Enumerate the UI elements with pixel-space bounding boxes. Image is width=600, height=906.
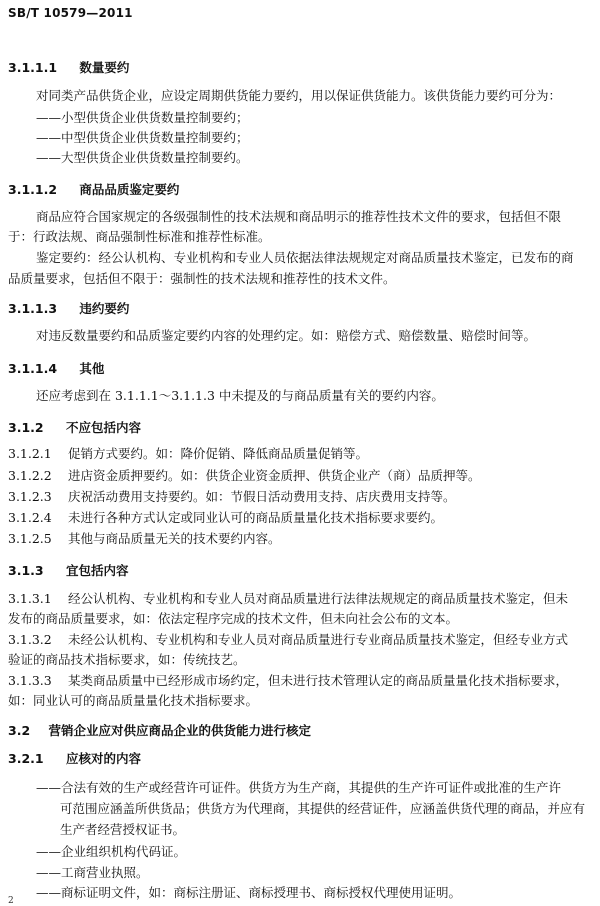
section-heading [8, 418, 141, 436]
list-item [8, 590, 568, 608]
list-item: ——小型供货企业供货数量控制要约； [36, 110, 249, 125]
section-title: 商品品质鉴定要约 [79, 182, 180, 197]
section-heading [8, 561, 128, 579]
item-text: 某类商品质量中已经形成市场约定，但未进行技术管理认定的商品质量量化技术指标要求， [68, 673, 569, 688]
section-title: 数量要约 [79, 60, 130, 75]
paragraph-continuation: 于：行政法规、商品强制性标准和推荐性标准。 [8, 229, 271, 244]
item-number: 3.1.3.2 [8, 632, 52, 647]
item-continuation: 验证的商品技术指标要求，如：传统技艺。 [8, 652, 246, 667]
section-heading [8, 299, 129, 317]
paragraph: 商品应符合国家规定的各级强制性的技术法规和商品明示的推荐性技术文件的要求，包括但不限 [36, 209, 562, 224]
list-item: ——工商营业执照。 [36, 865, 149, 880]
section-number: 3.2.1 [8, 751, 44, 766]
section-title: 不应包括内容 [65, 420, 141, 435]
item-continuation: 如：同业认可的商品质量量化技术指标要求。 [8, 693, 259, 708]
item-number: 3.1.3.3 [8, 673, 52, 688]
list-item [8, 672, 568, 690]
list-item-continuation: 生产者经营授权证书。 [60, 822, 186, 837]
list-item: ——大型供货企业供货数量控制要约。 [36, 150, 249, 165]
section-number: 3.1.3 [8, 563, 44, 578]
item-text: 未经公认机构、专业机构和专业人员对商品质量进行专业商品质量技术鉴定，但经专业方式 [68, 632, 569, 647]
item-continuation: 发布的商品质量要求，如：依法定程序完成的技术文件，但未向社会公布的文本。 [8, 611, 459, 626]
standard-code-header: SB/T 10579—2011 [8, 6, 133, 20]
list-item: ——商标证明文件，如：商标注册证、商标授理书、商标授权代理使用证明。 [36, 885, 462, 900]
section-number: 3.1.1.3 [8, 301, 58, 316]
list-item [8, 488, 456, 506]
item-number: 3.1.2.1 [8, 446, 52, 461]
list-item: ——企业组织机构代码证。 [36, 844, 187, 859]
section-heading [8, 749, 141, 767]
paragraph: 对同类产品供货企业，应设定周期供货能力要约，用以保证供货能力。该供货能力要约可分为： [36, 88, 562, 103]
section-number: 3.2 [8, 723, 31, 738]
list-item-continuation: 可范围应涵盖所供货品；供货方为代理商，其提供的经营证件，应涵盖供货代理的商品，并应有 [60, 801, 586, 816]
section-title: 其他 [79, 361, 105, 376]
page-number: 2 [8, 896, 14, 906]
list-item [8, 445, 368, 463]
item-number: 3.1.2.5 [8, 531, 52, 546]
item-text: 其他与商品质量无关的技术要约内容。 [68, 531, 281, 546]
paragraph: 鉴定要约：经公认机构、专业机构和专业人员依据法律法规规定对商品质量技术鉴定，已发布的商 [36, 250, 574, 265]
list-item [8, 631, 568, 649]
item-number: 3.1.3.1 [8, 591, 52, 606]
section-number: 3.1.1.1 [8, 60, 58, 75]
list-item [8, 509, 443, 527]
item-number: 3.1.2.4 [8, 510, 52, 525]
item-text: 未进行各种方式认定或同业认可的商品质量量化技术指标要求要约。 [68, 510, 444, 525]
list-item [8, 467, 481, 485]
paragraph: 还应考虑到在 3.1.1.1～3.1.1.3 中未提及的与商品质量有关的要约内容。 [36, 388, 444, 403]
section-heading [8, 58, 129, 76]
item-number: 3.1.2.3 [8, 489, 52, 504]
item-text: 促销方式要约。如：降价促销、降低商品质量促销等。 [68, 446, 369, 461]
section-title: 宜包括内容 [65, 563, 129, 578]
section-number: 3.1.1.4 [8, 361, 58, 376]
section-number: 3.1.1.2 [8, 182, 58, 197]
list-item: ——中型供货企业供货数量控制要约； [36, 130, 249, 145]
paragraph: 对违反数量要约和品质鉴定要约内容的处理约定。如：赔偿方式、赔偿数量、赔偿时间等。 [36, 328, 537, 343]
paragraph-continuation: 品质量要求，包括但不限于：强制性的技术法规和推荐性的技术文件。 [8, 271, 396, 286]
section-title: 应核对的内容 [65, 751, 141, 766]
section-heading [8, 180, 179, 198]
list-item: ——合法有效的生产或经营许可证件。供货方为生产商，其提供的生产许可证件或批准的生产许 [36, 780, 562, 795]
section-title: 违约要约 [79, 301, 130, 316]
item-text: 庆祝活动费用支持要约。如：节假日活动费用支持、店庆费用支持等。 [68, 489, 456, 504]
section-heading [8, 359, 104, 377]
list-item [8, 530, 281, 548]
section-title: 营销企业应对供应商品企业的供货能力进行核定 [48, 723, 312, 738]
section-heading [8, 721, 311, 739]
item-number: 3.1.2.2 [8, 468, 52, 483]
item-text: 经公认机构、专业机构和专业人员对商品质量进行法律法规规定的商品质量技术鉴定，但未 [68, 591, 569, 606]
section-number: 3.1.2 [8, 420, 44, 435]
item-text: 进店资金质押要约。如：供货企业资金质押、供货企业产（商）品质押等。 [68, 468, 481, 483]
